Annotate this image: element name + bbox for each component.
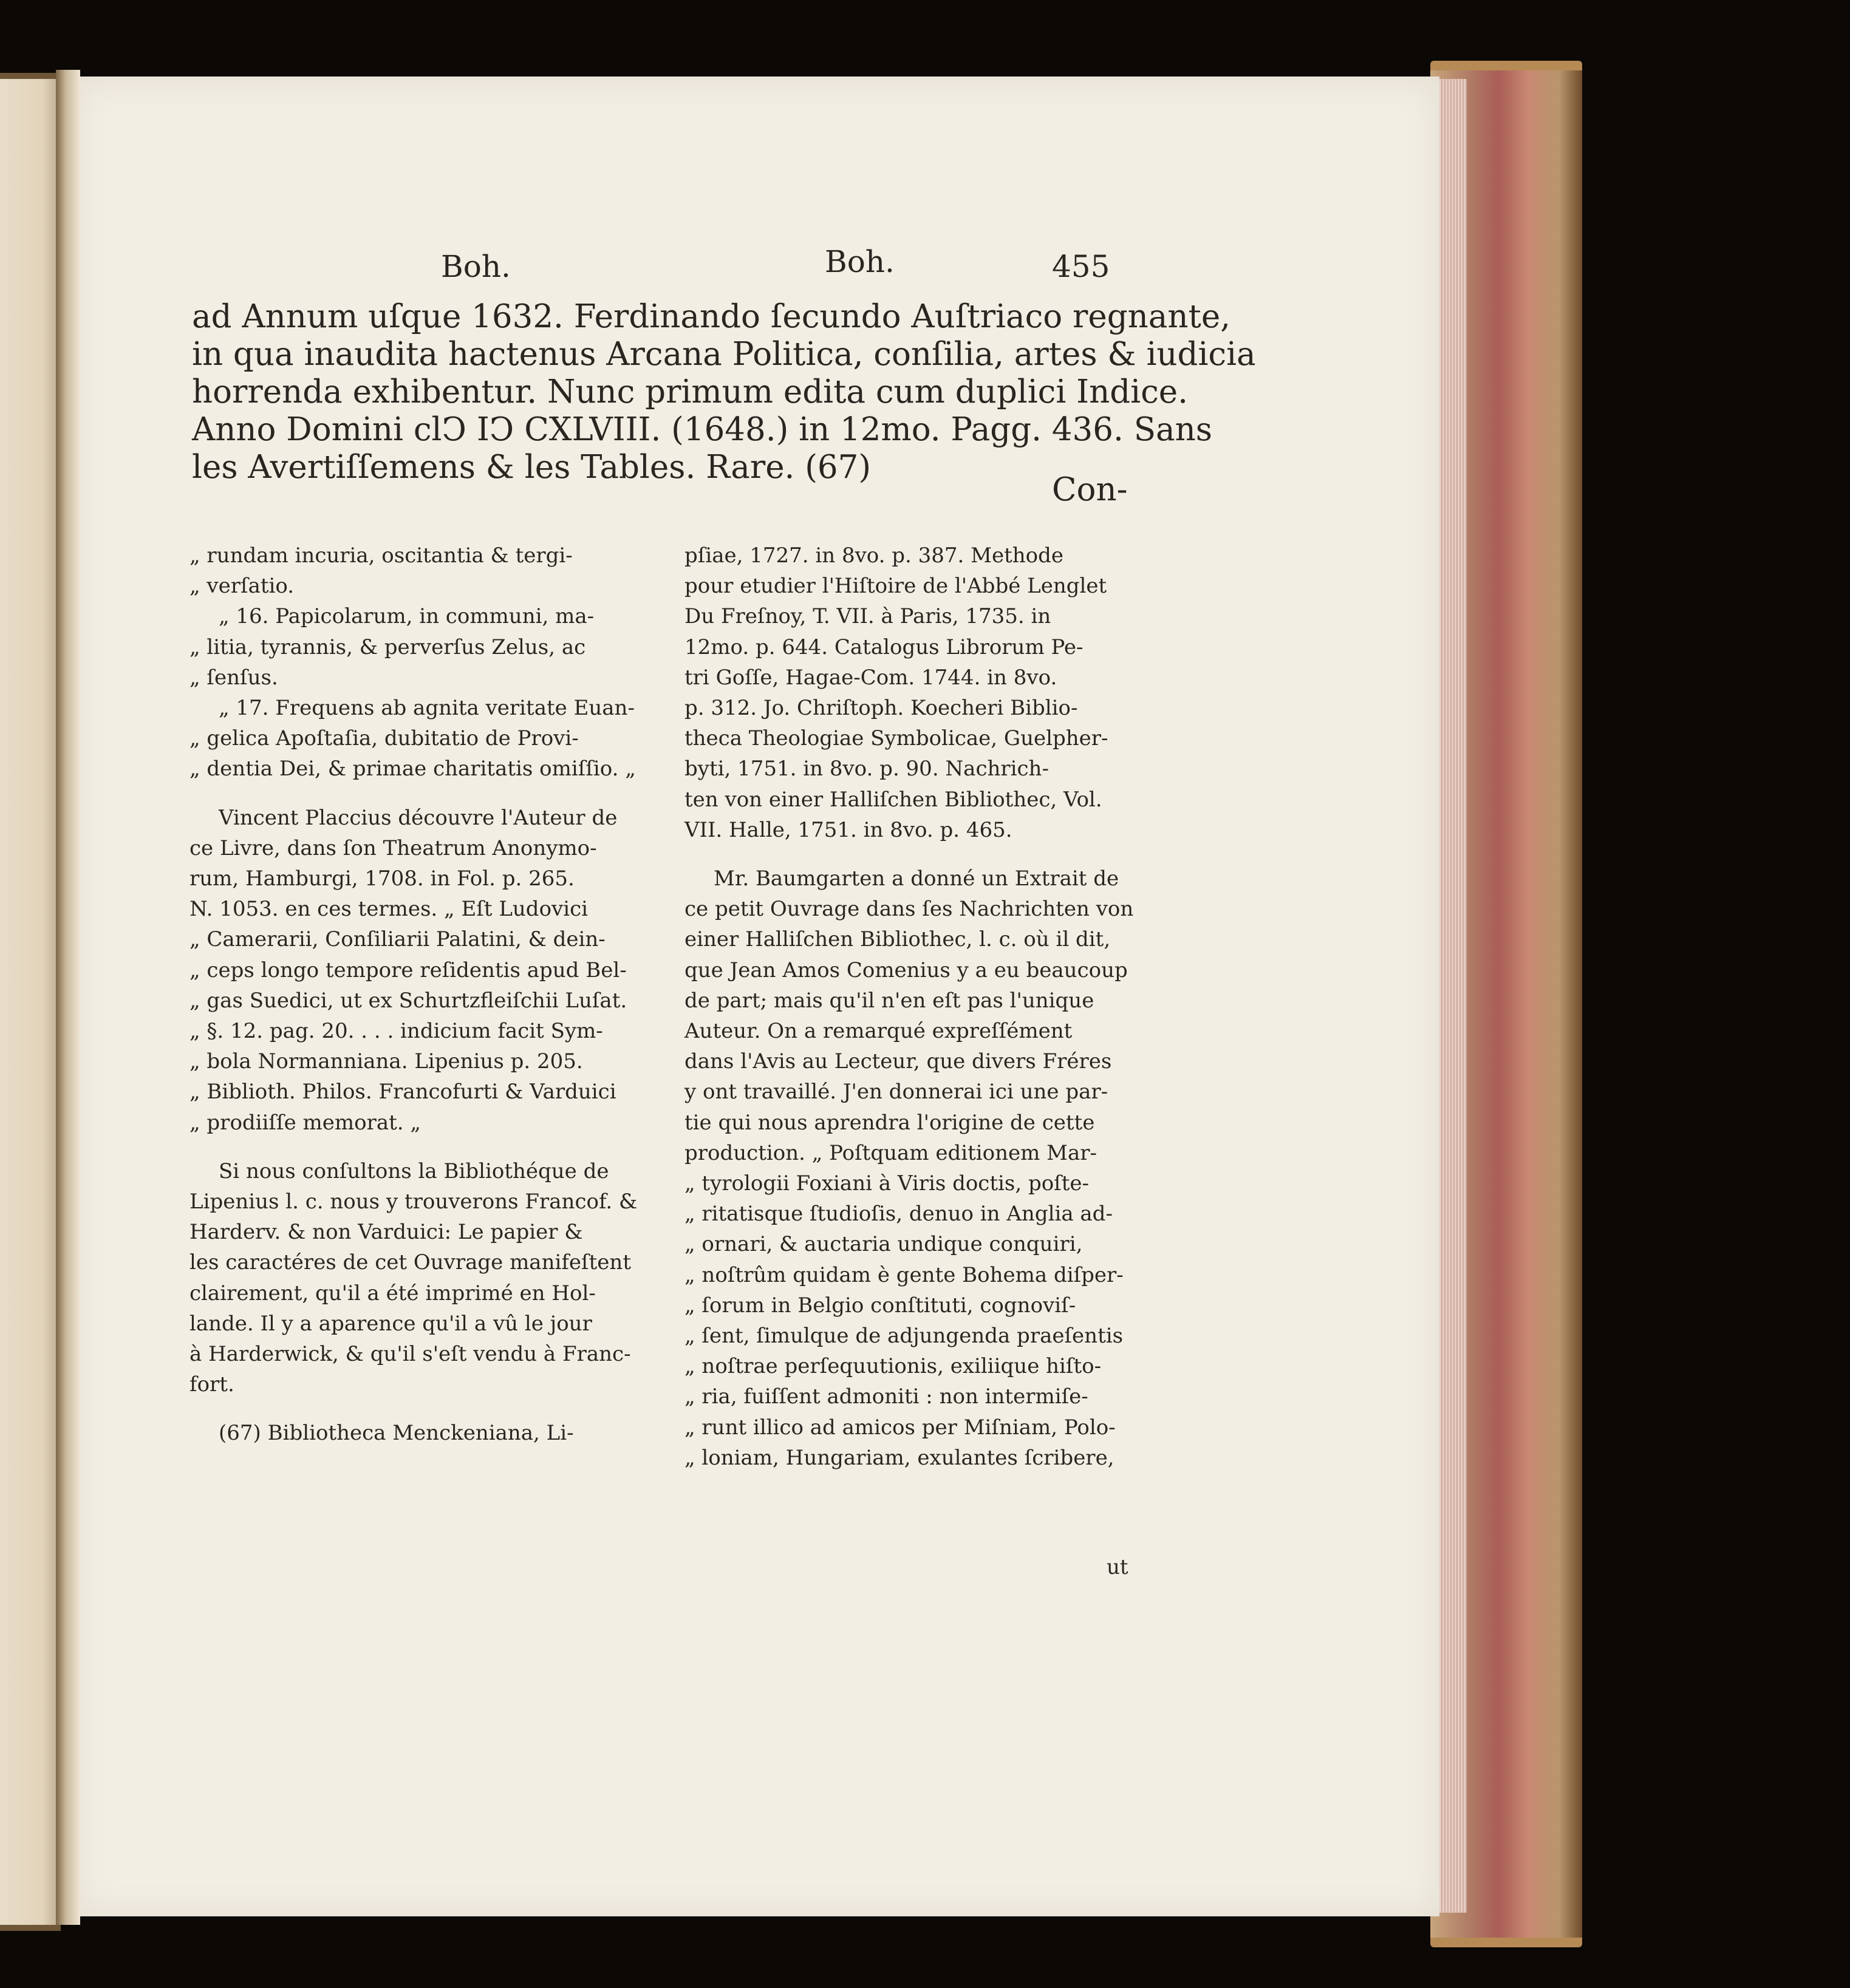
quote-line: „ verſatio. xyxy=(189,574,295,599)
catchword-top: Con- xyxy=(1052,471,1128,508)
para-line: „ Camerarii, Conſiliarii Palatini, & dein- xyxy=(189,927,606,952)
para-line: „ ſent, ſimulque de adjungenda praeſentis xyxy=(684,1324,1124,1349)
para-line: „ gas Suedici, ut ex Schurtzfleiſchii Luſat. xyxy=(189,988,627,1013)
para-line: „ bola Normanniana. Lipenius p. 205. xyxy=(189,1049,583,1074)
lead-line: les Avertiſſemens & les Tables. Rare. (67) xyxy=(192,449,872,486)
quote-line: „ gelica Apoſtaſia, dubitatio de Provi- xyxy=(189,726,579,751)
para-line: à Harderwick, & qu'il s'eſt vendu à Franc- xyxy=(189,1342,631,1367)
para-line: que Jean Amos Comenius y a eu beaucoup xyxy=(684,958,1128,982)
footnote-line: (67) Bibliotheca Menckeniana, Li- xyxy=(219,1421,574,1446)
para-line: fort. xyxy=(189,1372,234,1397)
para-line: production. „ Poſtquam editionem Mar- xyxy=(684,1140,1097,1165)
footnote-line: byti, 1751. in 8vo. p. 90. Nachrich- xyxy=(684,757,1049,781)
para-line: Vincent Placcius découvre l'Auteur de xyxy=(219,805,618,830)
para-line: Harderv. & non Varduici: Le papier & xyxy=(189,1220,583,1245)
para-line: „ noſtrûm quidam è gente Bohema diſper- xyxy=(684,1262,1124,1287)
page-number: 455 xyxy=(1052,249,1110,284)
quote-line: „ 16. Papicolarum, in communi, ma- xyxy=(219,604,595,629)
para-line: Auteur. On a remarqué expreſſément xyxy=(684,1019,1073,1044)
lead-line: in qua inaudita hactenus Arcana Politica, conſilia, artes & iudicia xyxy=(192,336,1256,373)
para-line: ce Livre, dans ſon Theatrum Anonymo- xyxy=(189,836,597,860)
left-column xyxy=(189,540,637,1449)
para-line: „ ornari, & auctaria undique conquiri, xyxy=(684,1232,1083,1257)
footnote-line: 12mo. p. 644. Catalogus Librorum Pe- xyxy=(684,635,1084,659)
right-column xyxy=(684,540,1133,1473)
para-line: tie qui nous aprendra l'origine de cette xyxy=(684,1110,1095,1135)
para-line: „ ria, fuiſſent admoniti : non intermiſe- xyxy=(684,1384,1088,1409)
para-line: „ ceps longo tempore reſidentis apud Bel- xyxy=(189,958,627,982)
quote-line: „ ſenſus. xyxy=(189,665,278,690)
quote-line: „ dentia Dei, & primae charitatis omiſſio. „ xyxy=(189,757,636,781)
lead-line: ad Annum uſque 1632. Ferdinando ſecundo Auſtriaco regnante, xyxy=(192,298,1231,335)
running-head-center: Boh. xyxy=(825,244,895,279)
footnote-line: tri Goſſe, Hagae-Com. 1744. in 8vo. xyxy=(684,665,1057,690)
footnote-line: pour etudier l'Hiſtoire de l'Abbé Lenglet xyxy=(684,574,1107,599)
para-line: y ont travaillé. J'en donnerai ici une par- xyxy=(684,1080,1108,1105)
para-line: ce petit Ouvrage dans ſes Nachrichten von xyxy=(684,897,1134,922)
quote-line: „ 17. Frequens ab agnita veritate Euan- xyxy=(219,696,635,721)
para-line: Mr. Baumgarten a donné un Extrait de xyxy=(714,866,1119,891)
para-line: lande. Il y a aparence qu'il a vû le jour xyxy=(189,1311,592,1336)
para-line: Lipenius l. c. nous y trouverons Francof. & xyxy=(189,1190,638,1214)
quote-line: „ litia, tyrannis, & perverſus Zelus, ac xyxy=(189,635,586,659)
footnote-line: p. 312. Jo. Chriſtoph. Koecheri Biblio- xyxy=(684,696,1078,721)
para-line: „ tyrologii Foxiani à Viris doctis, poſte- xyxy=(684,1171,1090,1196)
footnote-line: ten von einer Halliſchen Bibliothec, Vol. xyxy=(684,787,1102,812)
lead-paragraph xyxy=(192,298,1256,486)
para-line: „ runt illico ad amicos per Miſniam, Polo- xyxy=(684,1415,1116,1440)
lead-line: Anno Domini clↃ IↃ CXLVIII. (1648.) in 12mo. Pagg. 436. Sans xyxy=(192,411,1212,448)
footnote-line: theca Theologiae Symbolicae, Guelpher- xyxy=(684,726,1108,751)
para-line: „ ſorum in Belgio conſtituti, cognoviſ- xyxy=(684,1293,1076,1318)
para-line: de part; mais qu'il n'en eſt pas l'unique xyxy=(684,988,1094,1013)
running-head-left: Boh. xyxy=(441,249,511,284)
para-line: dans l'Avis au Lecteur, que divers Fréres xyxy=(684,1049,1112,1074)
para-line: rum, Hamburgi, 1708. in Fol. p. 265. xyxy=(189,866,575,891)
catchword-bottom: ut xyxy=(1107,1555,1128,1579)
book-page xyxy=(74,77,1439,1916)
para-line: „ noſtrae perſequutionis, exiliique hiſto- xyxy=(684,1354,1102,1379)
para-line: „ loniam, Hungariam, exulantes ſcribere, xyxy=(684,1445,1114,1470)
footnote-line: VII. Halle, 1751. in 8vo. p. 465. xyxy=(684,817,1012,842)
para-line: N. 1053. en ces termes. „ Eſt Ludovici xyxy=(189,897,589,922)
para-line: „ ritatisque ſtudioſis, denuo in Anglia ad- xyxy=(684,1202,1113,1227)
book-gutter xyxy=(56,70,80,1925)
quote-line: „ rundam incuria, oscitantia & tergi- xyxy=(189,543,573,568)
para-line: „ §. 12. pag. 20. . . . indicium facit Sym- xyxy=(189,1019,603,1044)
para-line: Si nous conſultons la Bibliothéque de xyxy=(219,1159,609,1183)
footnote-line: Du Freſnoy, T. VII. à Paris, 1735. in xyxy=(684,604,1051,629)
facing-page-edge xyxy=(0,73,61,1931)
para-line: „ Biblioth. Philos. Francofurti & Varduici xyxy=(189,1080,616,1105)
para-line: „ prodiiſſe memorat. „ xyxy=(189,1110,422,1135)
para-line: einer Halliſchen Bibliothec, l. c. où il dit, xyxy=(684,927,1111,952)
para-line: clairement, qu'il a été imprimé en Hol- xyxy=(189,1281,596,1305)
footnote-line: pſiae, 1727. in 8vo. p. 387. Methode xyxy=(684,543,1064,568)
para-line: les caractéres de cet Ouvrage manifeſtent xyxy=(189,1250,631,1275)
lead-line: horrenda exhibentur. Nunc primum edita cum duplici Indice. xyxy=(192,373,1188,410)
